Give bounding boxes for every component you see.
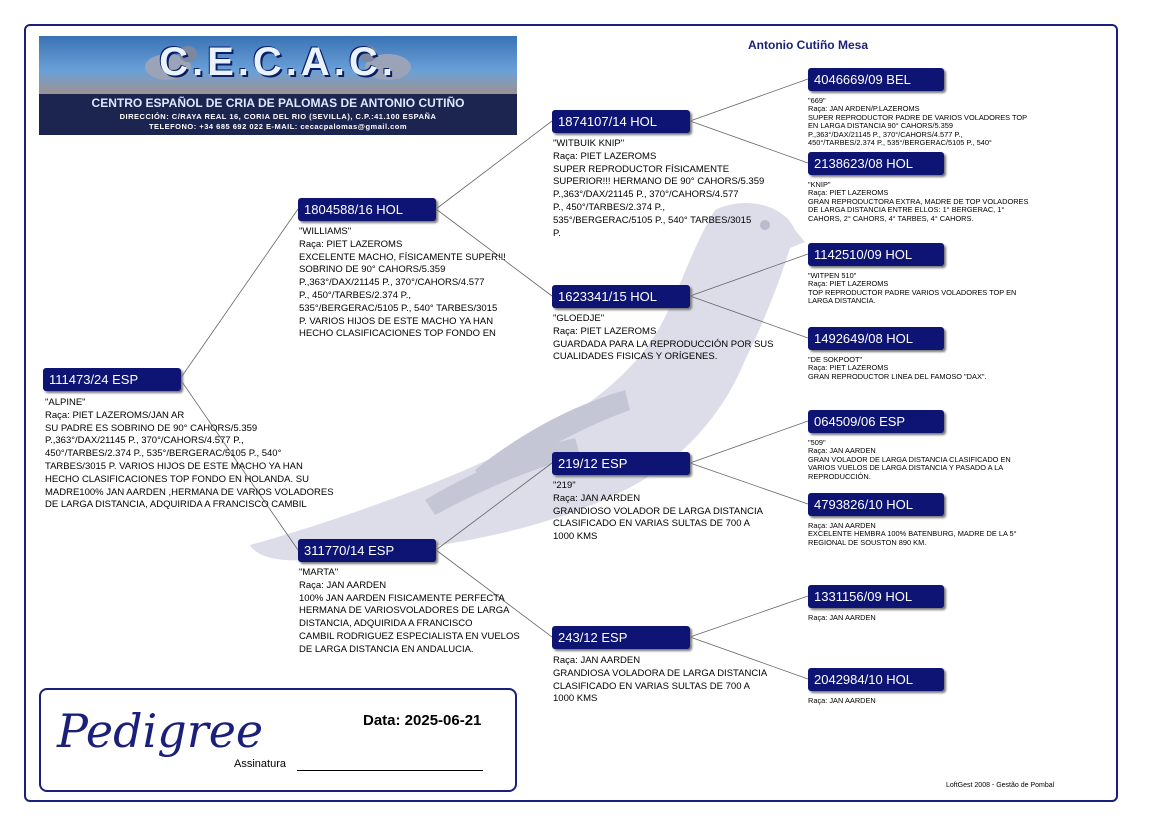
owner-name: Antonio Cutiño Mesa xyxy=(748,38,868,52)
sire-ring[interactable]: 1804588/16 HOL xyxy=(298,198,436,221)
sss-ring[interactable]: 4046669/09 BEL xyxy=(808,68,944,91)
logo-title: C.E.C.A.C. xyxy=(159,40,397,84)
pedigree-date: Data: 2025-06-21 xyxy=(363,712,482,729)
ssd-info: "KNIP" Raça: PIET LAZEROMS GRAN REPRODUCTORA EXTRA, MADRE DE TOP VOLADORES DE LARGA DISTANCIA ENTRE ELLOS: 1° BERGERAC, 1° CAHORS, 2° CAHORS, 4° TARBES, 4° CAHORS. xyxy=(808,180,1029,223)
dsd-info: Raça: JAN AARDEN EXCELENTE HEMBRA 100% BATENBURG, MADRE DE LA 5° REGIONAL DE SOUSTON 890 KM. xyxy=(808,521,1017,547)
dam-info: "MARTA" Raça: JAN AARDEN 100% JAN AARDEN FISICAMENTE PERFECTA HERMANA DE VARIOSVOLADORES DE LARGA DISTANCIA, ADQUIRIDA A FRANCISCO CAMBIL RODRIGUEZ ESPECIALISTA EN VUELOS DE LARGA DISTANCIA EN ANDALUCIA. xyxy=(299,567,520,655)
sdd-info: "DE SOKPOOT" Raça: PIET LAZEROMS GRAN REPRODUCTOR LINEA DEL FAMOSO "DAX". xyxy=(808,355,987,381)
sds-info: "WITPEN 510" Raça: PIET LAZEROMS TOP REPRODUCTOR PADRE VARIOS VOLADORES TOP EN LARGA DISTANCIA. xyxy=(808,271,1017,306)
logo-address: DIRECCIÓN: C/RAYA REAL 16, CORIA DEL RIO (SEVILLA), C.P.:41.100 ESPAÑA TELEFONO: +34 685 692 022 E-MAIL: cecacpalomas@gmail.com xyxy=(119,112,437,131)
signature-line xyxy=(297,770,483,771)
cecac-logo xyxy=(39,36,517,135)
logo-subtitle: CENTRO ESPAÑOL DE CRIA DE PALOMAS DE ANTONIO CUTIÑO xyxy=(91,96,465,110)
ddd-ring[interactable]: 2042984/10 HOL xyxy=(808,668,944,691)
ddd-info: Raça: JAN AARDEN xyxy=(808,696,876,705)
dss-ring[interactable]: 064509/06 ESP xyxy=(808,410,944,433)
sire-sire-ring[interactable]: 1874107/14 HOL xyxy=(552,110,690,133)
ssd-ring[interactable]: 2138623/08 HOL xyxy=(808,152,944,175)
sdd-ring[interactable]: 1492649/08 HOL xyxy=(808,327,944,350)
subject-ring[interactable]: 111473/24 ESP xyxy=(43,368,181,391)
sire-dam-info: "GLOEDJE" Raça: PIET LAZEROMS GUARDADA PARA LA REPRODUCCIÓN POR SUS CUALIDADES FISICAS Y ORÍGENES. xyxy=(553,313,774,363)
dsd-ring[interactable]: 4793826/10 HOL xyxy=(808,493,944,516)
pedigree-script-title: Pedigree xyxy=(57,704,264,758)
dds-info: Raça: JAN AARDEN xyxy=(808,613,876,622)
dam-dam-ring[interactable]: 243/12 ESP xyxy=(552,626,690,649)
sss-info: "669" Raça: JAN ARDEN/P.LAZEROMS SUPER REPRODUCTOR PADRE DE VARIOS VOLADORES TOP EN LARGA DISTANCIA 90° CAHORS/5.359 P.,363°/DAX/21145 P., 370°/CAHORS/4.577 P., 450°/TARBES/2.374 P., 535°/BERGERAC/5105 P., 540° xyxy=(808,96,1028,148)
sire-dam-ring[interactable]: 1623341/15 HOL xyxy=(552,285,690,308)
dss-info: "509" Raça: JAN AARDEN GRAN VOLADOR DE LARGA DISTANCIA CLASIFICADO EN VARIOS VUELOS DE LARGA DISTANCIA Y PASADO A LA REPRODUCCIÓN. xyxy=(808,438,1011,481)
pedigree-footer-box xyxy=(39,688,517,792)
dam-sire-ring[interactable]: 219/12 ESP xyxy=(552,452,690,475)
sds-ring[interactable]: 1142510/09 HOL xyxy=(808,243,944,266)
sire-info: "WILLIAMS" Raça: PIET LAZEROMS EXCELENTE MACHO, FÍSICAMENTE SUPER!!! SOBRINO DE 90° CAHORS/5.359 P.,363°/DAX/21145 P., 370°/CAHORS/4.577 P., 450°/TARBES/2.374 P., 535°/BERGERAC/5105 P., 540° TARBES/3015 P. VARIOS HIJOS DE ESTE MACHO YA HAN HECHO CLASIFICACIONES TOP FONDO EN xyxy=(299,226,506,340)
dam-ring[interactable]: 311770/14 ESP xyxy=(298,539,436,562)
signature-label: Assinatura xyxy=(234,758,286,770)
software-credit: LoftGest 2008 - Gestão de Pombal xyxy=(946,782,1055,789)
subject-info: "ALPINE" Raça: PIET LAZEROMS/JAN AR SU PADRE ES SOBRINO DE 90° CAHORS/5.359 P.,363°/DAX/21145 P., 370°/CAHORS/4.577 P., 450°/TARBES/2.374 P., 535°/BERGERAC/5105 P., 540° TARBES/3015 P. VARIOS HIJOS DE ESTE MACHO YA HAN HECHO CLASIFICACIONES TOP FONDO EN HOLANDA. SU MADRE100% JAN AARDEN ,HERMANA DE VARIOS VOLADORES DE LARGA DISTANCIA, ADQUIRIDA A FRANCISCO CAMBIL xyxy=(45,397,334,511)
dam-dam-info: Raça: JAN AARDEN GRANDIOSA VOLADORA DE LARGA DISTANCIA CLASIFICADO EN VARIAS SULTAS DE 700 A 1000 KMS xyxy=(553,655,768,705)
dam-sire-info: "219" Raça: JAN AARDEN GRANDIOSO VOLADOR DE LARGA DISTANCIA CLASIFICADO EN VARIAS SULTAS DE 700 A 1000 KMS xyxy=(553,480,763,543)
sire-sire-info: "WITBUIK KNIP" Raça: PIET LAZEROMS SUPER REPRODUCTOR FÍSICAMENTE SUPERIOR!!! HERMANO DE 90° CAHORS/5.359 P.,363°/DAX/21145 P., 370°/CAHORS/4.577 P., 450°/TARBES/2.374 P., 535°/BERGERAC/5105 P., 540° TARBES/3015 P. xyxy=(553,138,765,239)
dds-ring[interactable]: 1331156/09 HOL xyxy=(808,585,944,608)
